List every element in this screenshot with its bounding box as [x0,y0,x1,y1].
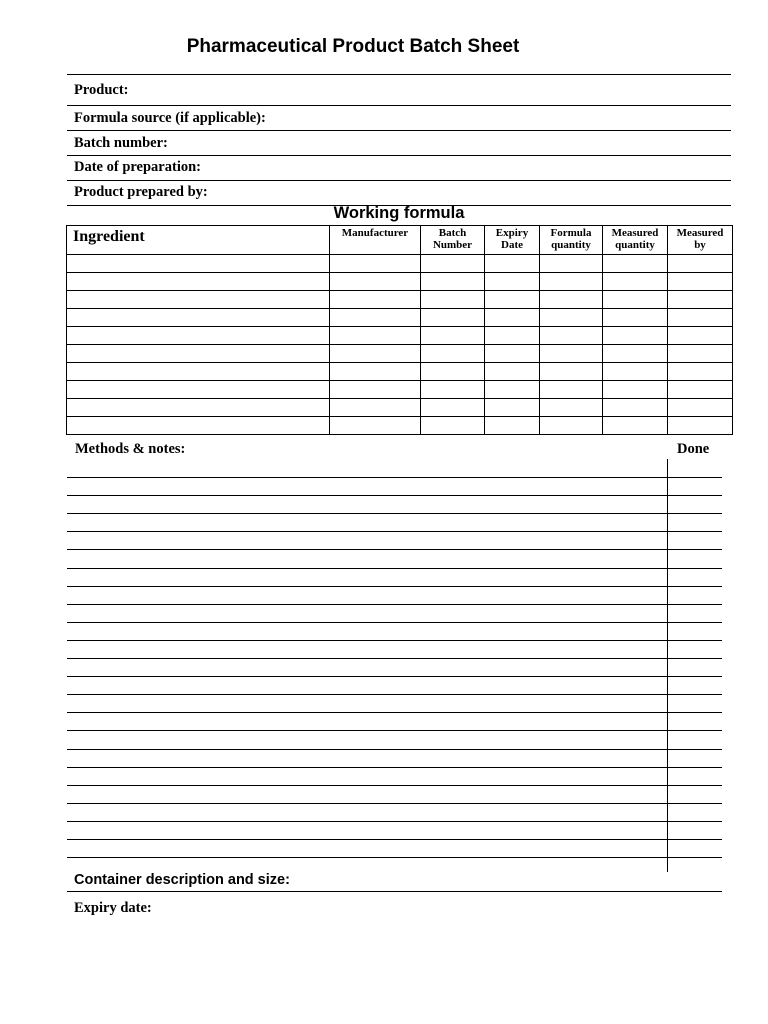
table-header-row [67,226,733,255]
header-line: Number [432,239,473,251]
note-line[interactable] [67,694,722,695]
note-line[interactable] [67,640,722,641]
table-cell[interactable] [540,345,603,363]
table-cell[interactable] [421,291,485,309]
table-cell[interactable] [67,381,330,399]
table-cell[interactable] [603,345,668,363]
table-cell[interactable] [421,417,485,435]
header-line: by [694,239,706,251]
note-line[interactable] [67,604,722,605]
table-cell[interactable] [67,345,330,363]
table-cell[interactable] [421,327,485,345]
table-row [67,273,733,291]
column-header-measured-by [668,226,733,255]
divider [67,130,731,131]
table-cell[interactable] [603,327,668,345]
column-header-manufacturer: Manufacturer [330,226,421,255]
table-cell[interactable] [421,255,485,273]
date-of-preparation-label: Date of preparation: [74,159,201,175]
table-cell[interactable] [540,381,603,399]
table-cell[interactable] [603,309,668,327]
table-row [67,327,733,345]
table-row [67,291,733,309]
header-line: Date [501,239,523,251]
note-line[interactable] [67,767,722,768]
table-cell[interactable] [603,417,668,435]
working-formula-body [67,255,733,435]
note-line[interactable] [67,477,722,478]
table-cell[interactable] [603,363,668,381]
table-cell[interactable] [330,255,421,273]
table-cell[interactable] [603,255,668,273]
note-line[interactable] [67,513,722,514]
table-cell[interactable] [603,399,668,417]
working-formula-table [66,225,733,435]
table-cell[interactable] [603,273,668,291]
note-line[interactable] [67,549,722,550]
table-cell[interactable] [485,273,540,291]
divider [67,74,731,75]
header-line: Expiry [495,227,529,239]
container-description-label: Container description and size: [74,872,290,888]
table-cell[interactable] [421,309,485,327]
table-cell[interactable] [485,381,540,399]
done-column-divider [667,459,668,872]
table-row [67,345,733,363]
note-line[interactable] [67,495,722,496]
table-cell[interactable] [668,363,733,381]
divider [67,155,731,156]
note-line[interactable] [67,712,722,713]
formula-source-label: Formula source (if applicable): [74,110,266,126]
table-cell[interactable] [330,309,421,327]
table-cell[interactable] [330,399,421,417]
table-cell[interactable] [668,399,733,417]
note-line[interactable] [67,568,722,569]
table-cell[interactable] [668,273,733,291]
note-line[interactable] [67,803,722,804]
table-cell[interactable] [330,363,421,381]
table-cell[interactable] [421,363,485,381]
table-cell[interactable] [330,345,421,363]
table-cell[interactable] [668,327,733,345]
divider [67,105,731,106]
table-cell[interactable] [485,399,540,417]
table-cell[interactable] [668,291,733,309]
table-cell[interactable] [67,291,330,309]
table-cell[interactable] [540,327,603,345]
note-line[interactable] [67,821,722,822]
table-cell[interactable] [330,381,421,399]
note-line[interactable] [67,622,722,623]
note-line[interactable] [67,658,722,659]
note-line[interactable] [67,785,722,786]
header-line: Formula [550,227,592,239]
table-cell[interactable] [485,345,540,363]
table-row [67,381,733,399]
table-cell[interactable] [668,417,733,435]
note-line[interactable] [67,531,722,532]
note-line[interactable] [67,676,722,677]
product-label: Product: [74,82,129,98]
header-line: Measured [676,227,724,239]
table-cell[interactable] [67,363,330,381]
divider [67,180,731,181]
table-cell[interactable] [330,417,421,435]
table-cell[interactable] [485,291,540,309]
table-cell[interactable] [421,399,485,417]
header-line: Batch [438,227,467,239]
table-cell[interactable] [540,309,603,327]
table-cell[interactable] [485,417,540,435]
table-cell[interactable] [67,309,330,327]
done-label: Done [677,441,710,457]
table-cell[interactable] [668,309,733,327]
table-cell[interactable] [421,381,485,399]
page-title: Pharmaceutical Product Batch Sheet [186,36,520,57]
header-line: Measured [611,227,659,239]
table-cell[interactable] [540,291,603,309]
column-header-expiry-date [485,226,540,255]
expiry-date-label: Expiry date: [74,900,152,916]
table-row [67,255,733,273]
table-cell[interactable] [540,363,603,381]
table-cell[interactable] [67,399,330,417]
table-cell[interactable] [540,399,603,417]
note-line[interactable] [67,839,722,840]
column-header-formula-quantity [540,226,603,255]
table-cell[interactable] [603,291,668,309]
prepared-by-label: Product prepared by: [74,184,208,200]
table-cell[interactable] [67,417,330,435]
note-line[interactable] [67,730,722,731]
header-line: quantity [551,239,591,251]
table-cell[interactable] [421,273,485,291]
batch-number-label: Batch number: [74,135,168,151]
table-cell[interactable] [67,327,330,345]
table-cell[interactable] [485,309,540,327]
working-formula-title: Working formula [333,204,465,222]
table-cell[interactable] [668,255,733,273]
note-line[interactable] [67,586,722,587]
table-cell[interactable] [485,255,540,273]
table-cell[interactable] [485,327,540,345]
table-cell[interactable] [540,255,603,273]
column-header-ingredient: Ingredient [67,226,330,255]
table-cell[interactable] [603,381,668,399]
table-row [67,417,733,435]
table-cell[interactable] [330,291,421,309]
note-line[interactable] [67,749,722,750]
column-header-batch-number [421,226,485,255]
methods-notes-label: Methods & notes: [75,441,186,457]
table-cell[interactable] [330,273,421,291]
table-cell[interactable] [421,345,485,363]
table-cell[interactable] [668,381,733,399]
divider [67,891,722,892]
table-cell[interactable] [485,363,540,381]
table-row [67,399,733,417]
table-cell[interactable] [330,327,421,345]
table-row [67,309,733,327]
table-cell[interactable] [668,345,733,363]
table-cell[interactable] [540,417,603,435]
table-cell[interactable] [67,273,330,291]
table-cell[interactable] [67,255,330,273]
header-line: quantity [615,239,655,251]
note-line[interactable] [67,857,722,858]
table-cell[interactable] [540,273,603,291]
table-row [67,363,733,381]
column-header-measured-quantity [603,226,668,255]
